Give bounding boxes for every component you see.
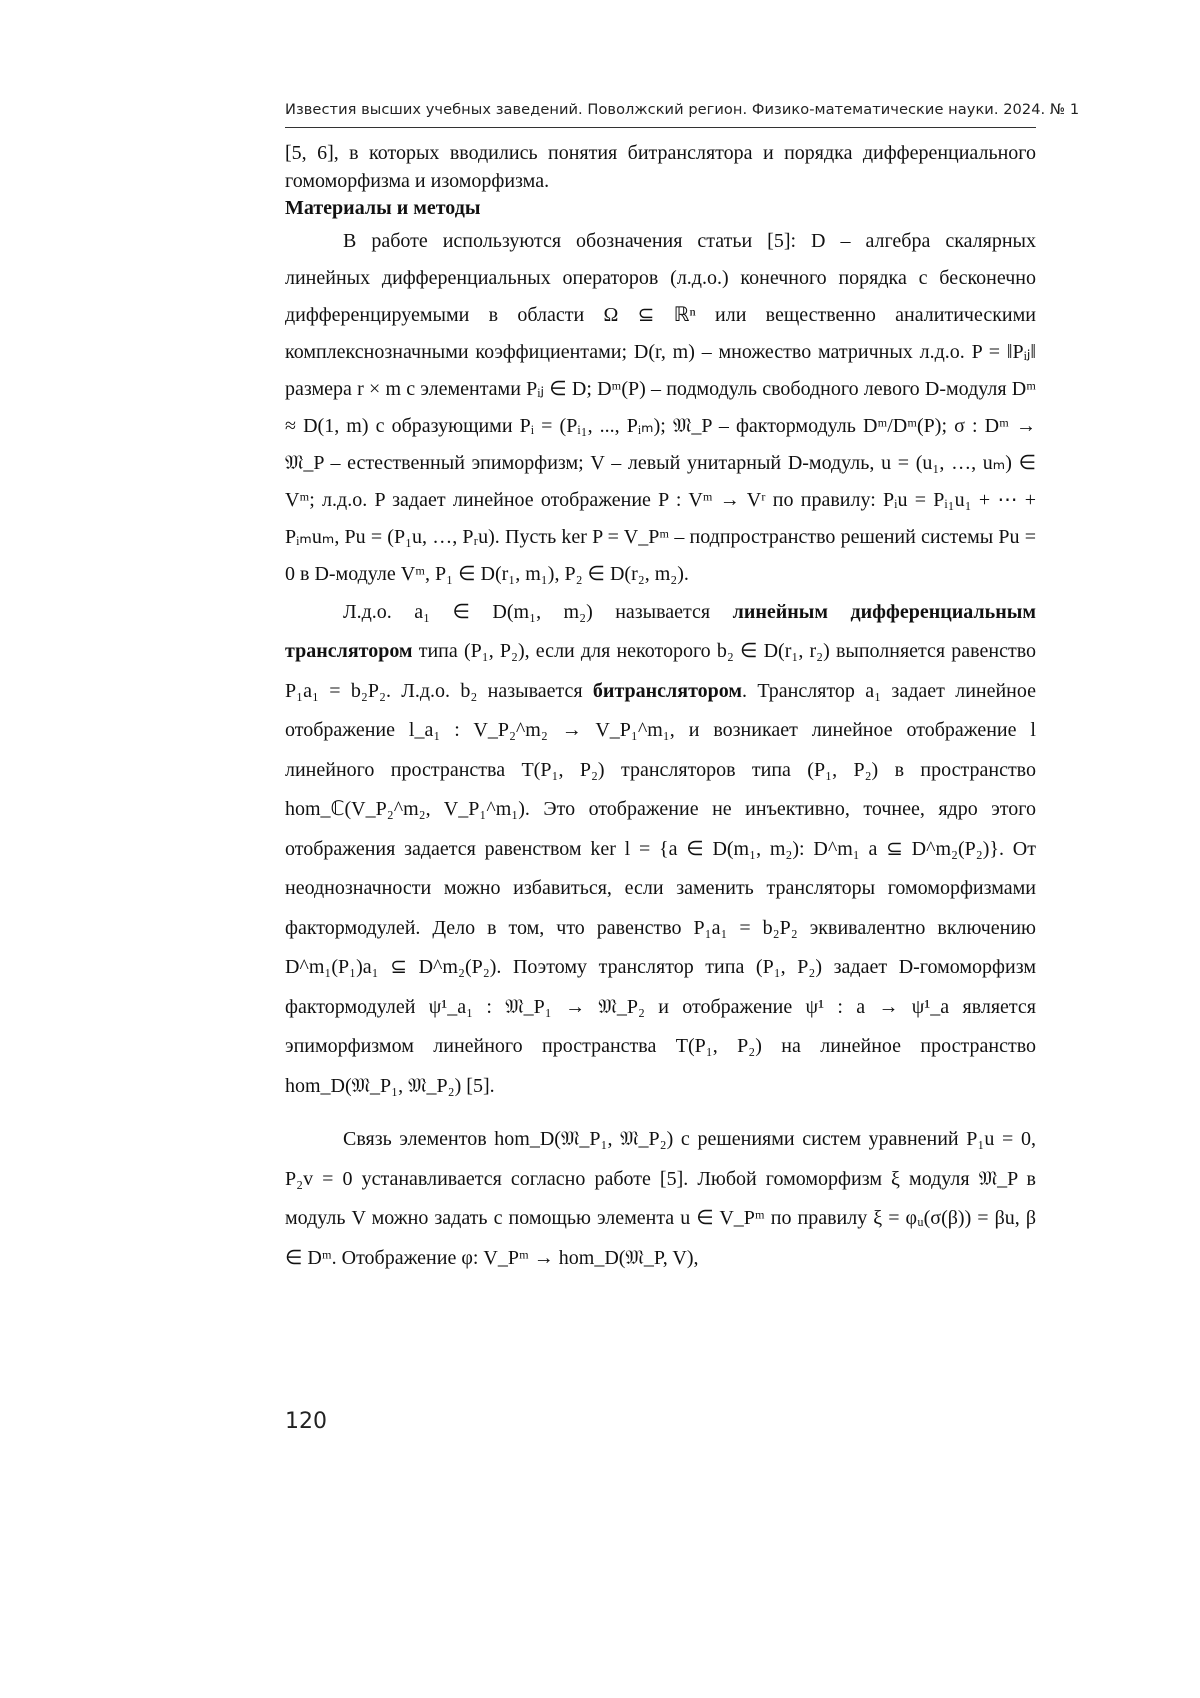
- paragraph-translator: [285, 593, 1036, 1107]
- header-rule: [285, 127, 1036, 128]
- running-header: Известия высших учебных заведений. Поволжский регион. Физико-математические науки. 2024. № 1: [285, 101, 1080, 118]
- paragraph-notation: В работе используются обозначения статьи [5]: D – алгебра скалярных линейных дифференциальных операторов (л.д.о.) конечного порядка с бесконечно дифференцируемыми в области Ω ⊆ ℝⁿ или вещественно аналитическими комплекснозначными коэффициентами; D(r, m) – множество матричных л.д.о. P = ‖Pᵢⱼ‖ размера r × m с элементами Pᵢⱼ ∈ D; Dᵐ(P) – подмодуль свободного левого D-модуля Dᵐ ≈ D(1, m) с образующими Pᵢ = (Pᵢ₁, ..., Pᵢₘ); 𝔐_P – фактормодуль Dᵐ/Dᵐ(P); σ : Dᵐ → 𝔐_P – естественный эпиморфизм; V – левый унитарный D-модуль, u = (u₁, …, uₘ) ∈ Vᵐ; л.д.о. P задает линейное отображение P : Vᵐ → Vʳ по правилу: Pᵢu = Pᵢ₁u₁ + ⋯ + Pᵢₘuₘ, Pu = (P₁u, …, Pᵣu). Пусть ker P = V_Pᵐ – подпространство решений системы Pu = 0 в D-модуле Vᵐ, P₁ ∈ D(r₁, m₁), P₂ ∈ D(r₂, m₂).: [285, 229, 1036, 585]
- term-bitranslator: битранслятором: [592, 679, 743, 702]
- article-body: [285, 140, 1036, 1278]
- translator-lead-text: Л.д.о. a₁ ∈ D(m₁, m₂) называется: [343, 600, 733, 623]
- section-heading: Материалы и методы: [285, 197, 481, 220]
- translator-tail-text: . Транслятор a₁ задает линейное отображение l_a₁ : V_P₂^m₂ → V_P₁^m₁, и возникает линейное отображение l линейного пространства T(P₁, P₂) трансляторов типа (P₁, P₂) в пространство hom_ℂ(V_P₂^m₂, V_P₁^m₁). Это отображение не инъективно, точнее, ядро этого отображения задается равенством ker l = {a ∈ D(m₁, m₂): D^m₁ a ⊆ D^m₂(P₂)}. От неоднозначности можно избавиться, если заменить трансляторы гомоморфизмами фактормодулей. Дело в том, что равенство P₁a₁ = b₂P₂ эквивалентно включению D^m₁(P₁)a₁ ⊆ D^m₂(P₂). Поэтому транслятор типа (P₁, P₂) задает D-гомоморфизм фактормодулей ψ¹_a₁ : 𝔐_P₁ → 𝔐_P₂ и отображение ψ¹ : a → ψ¹_a является эпиморфизмом линейного пространства T(P₁, P₂) на линейное пространство hom_D(𝔐_P₁, 𝔐_P₂) [5].: [285, 679, 1037, 1097]
- paragraph-homomorphisms: Связь элементов hom_D(𝔐_P₁, 𝔐_P₂) с решениями систем уравнений P₁u = 0, P₂v = 0 устанавливается согласно работе [5]. Любой гомоморфизм ξ модуля 𝔐_P в модуль V можно задать с помощью элемента u ∈ V_Pᵐ по правилу ξ = φᵤ(σ(β)) = βu, β ∈ Dᵐ. Отображение φ: V_Pᵐ → hom_D(𝔐_P, V),: [285, 1128, 1036, 1269]
- term-linear-differential-translator: линейным дифференциальным транслятором: [285, 600, 1036, 663]
- translator-mid-text: типа (P₁, P₂), если для некоторого b₂ ∈ D(r₁, r₂) выполняется равенство P₁a₁ = b₂P₂. Л.д.о. b₂ называется: [285, 640, 1036, 702]
- page-number: 120: [285, 1409, 327, 1434]
- paragraph-continuation: [5, 6], в которых вводились понятия битранслятора и порядка дифференциального гомоморфизма и изоморфизма.: [285, 142, 1036, 192]
